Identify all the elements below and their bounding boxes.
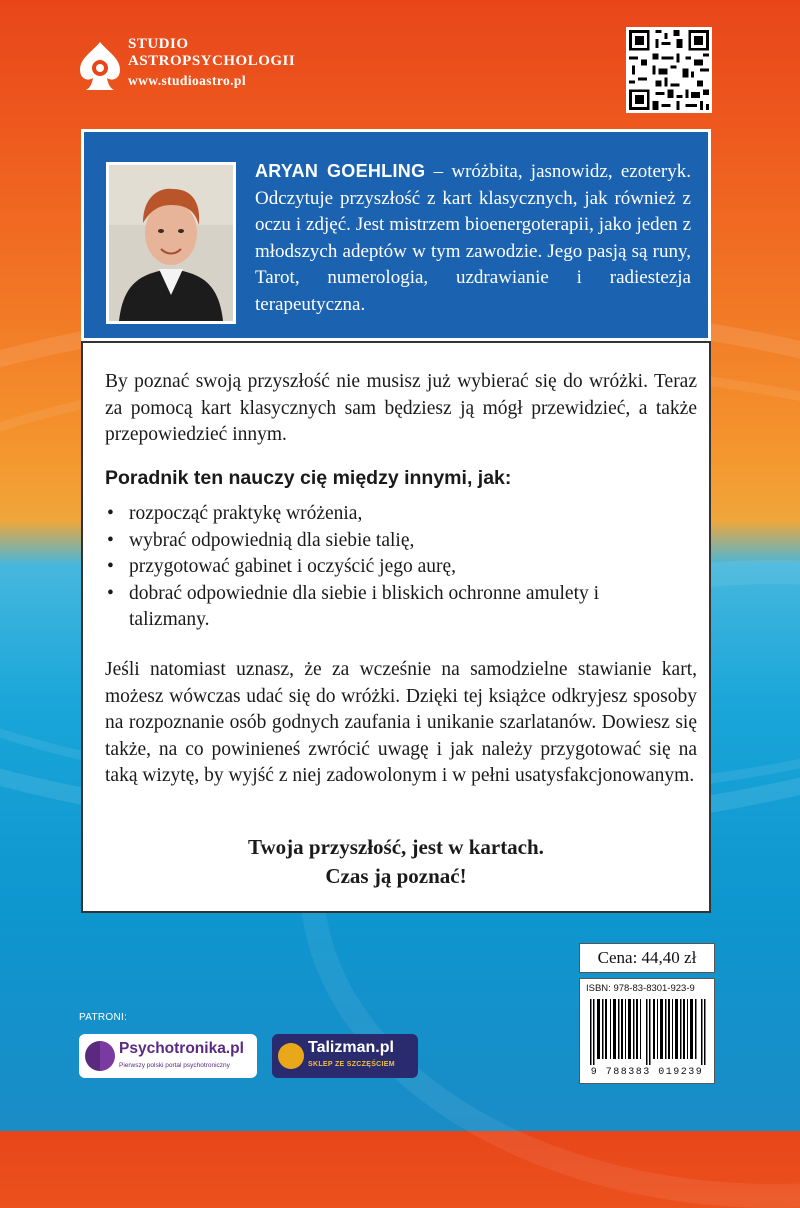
author-portrait-image bbox=[109, 165, 233, 321]
description-box bbox=[81, 341, 711, 913]
barcode-box bbox=[579, 978, 715, 1084]
list-item: • przygotować gabinet i oczyścić jego aurę, bbox=[105, 554, 675, 581]
list-item: • wybrać odpowiednią dla siebie talię, bbox=[105, 528, 675, 555]
barcode-icon bbox=[590, 999, 706, 1065]
author-description: – wróżbita, jasnowidz, ezoteryk. Odczytuje przyszłość z kart klasycznych, jak również z oczu i zdjęć. Jest mistrzem bioenergoterapii, jako jeden z młodszych adeptów w tym zawodzie. Jego pasją są runy, Tarot, numerologia, uzdrawianie i radiestezja terapeutyczna. bbox=[255, 161, 691, 315]
price-label: Cena: 44,40 zł bbox=[579, 943, 715, 973]
author-photo bbox=[106, 162, 236, 324]
bullets-heading: Poradnik ten nauczy cię między innymi, jak: bbox=[105, 467, 512, 489]
barcode-number: 9 788383 019239 bbox=[590, 1067, 704, 1078]
intro-paragraph: By poznać swoją przyszłość nie musisz już wybierać się do wróżki. Teraz za pomocą kart klasycznych sam będziesz ją mógł przewidzieć, a także przepowiedzieć innym. bbox=[105, 371, 697, 445]
psychotronika-logo[interactable] bbox=[79, 1034, 257, 1078]
second-paragraph: Jeśli natomiast uznasz, że za wcześnie na samodzielne stawianie kart, możesz wówczas udać się do wróżki. Dzięki tej książce odkryjesz sposoby na rozpoznanie osób godnych zaufania i unikanie szarlatanów. Dowiesz się także, na co powinieneś zwrócić uwagę i jak należy przygotować się na taką wizytę, by wyjść z niej zadowolonym i w pełni usatysfakcjonowanym. bbox=[105, 659, 697, 786]
talizman-title: Talizman.pl bbox=[308, 1039, 394, 1056]
talizman-logo[interactable] bbox=[272, 1034, 418, 1078]
isbn-text: ISBN: 978-83-8301-923-9 bbox=[586, 983, 695, 994]
publisher-logo[interactable] bbox=[78, 36, 295, 92]
psychotronika-title: Psychotronika.pl bbox=[119, 1040, 244, 1057]
spade-emblem-icon bbox=[78, 40, 122, 92]
patrons-label: PATRONI: bbox=[79, 1012, 128, 1023]
closing-tagline bbox=[83, 833, 709, 891]
psychotronika-tagline: Pierwszy polski portal psychotroniczny bbox=[119, 1062, 230, 1069]
author-box bbox=[81, 129, 711, 341]
author-bio bbox=[255, 158, 691, 318]
talisman-icon bbox=[278, 1043, 304, 1069]
closing-line-2: Czas ją poznać! bbox=[325, 864, 467, 888]
publisher-url: www.studioastro.pl bbox=[128, 73, 246, 88]
qr-code-icon[interactable] bbox=[626, 27, 712, 113]
yin-yang-icon bbox=[85, 1041, 115, 1071]
closing-line-1: Twoja przyszłość, jest w kartach. bbox=[248, 835, 544, 859]
list-item: • rozpocząć praktykę wróżenia, bbox=[105, 501, 675, 528]
author-name: ARYAN GOEHLING bbox=[255, 161, 426, 181]
bullet-list bbox=[105, 501, 675, 634]
publisher-name-line1: STUDIO bbox=[128, 36, 189, 52]
list-item: • dobrać odpowiednie dla siebie i bliskich ochronne amulety i talizmany. bbox=[105, 581, 675, 634]
talizman-tagline: SKLEP ZE SZCZĘŚCIEM bbox=[308, 1061, 395, 1068]
publisher-name-line2: ASTROPSYCHOLOGII bbox=[128, 53, 296, 69]
